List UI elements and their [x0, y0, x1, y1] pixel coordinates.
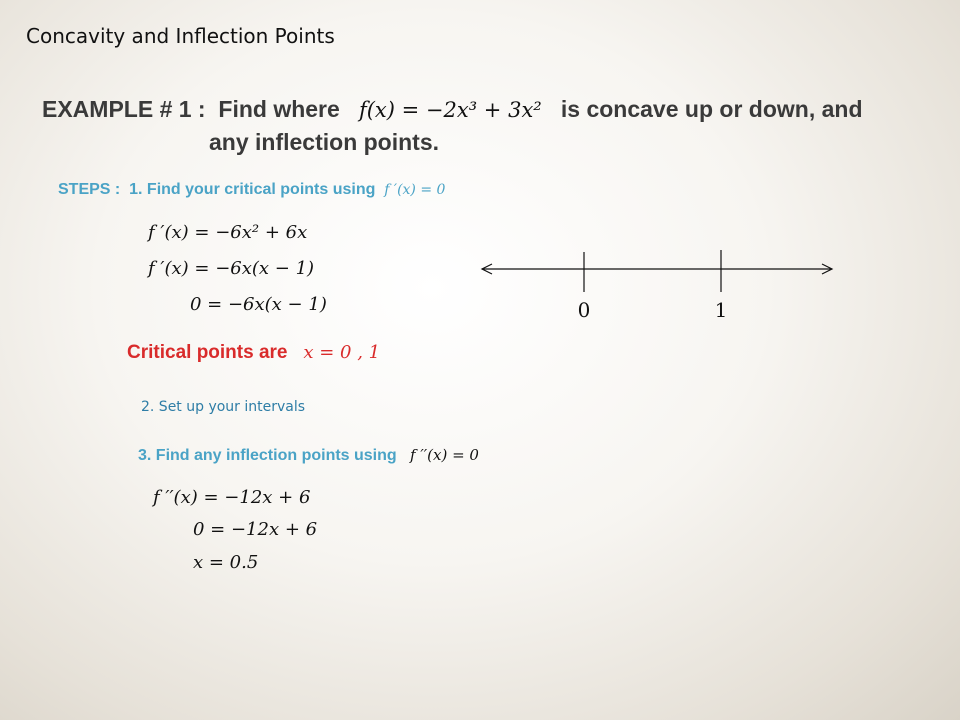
number-line	[470, 240, 850, 330]
critical-values: x = 0 , 1	[303, 342, 381, 363]
step3-equation: x = 0.5	[193, 552, 259, 573]
step1-equation: f ′(x) = −6x(x − 1)	[148, 258, 315, 279]
critical-points-line	[127, 342, 380, 364]
step1-equation: f ′(x) = −6x² + 6x	[148, 222, 308, 243]
step3-condition: f ′′(x) = 0	[410, 446, 479, 464]
example-prompt-start: Find where	[218, 96, 340, 122]
step3-text: 3. Find any inflection points using	[138, 447, 397, 464]
steps-heading: STEPS :	[58, 181, 121, 198]
tick-label-1: 1	[714, 298, 728, 322]
critical-label: Critical points are	[127, 342, 288, 363]
step2-text: 2. Set up your intervals	[141, 399, 306, 415]
step3-line	[138, 446, 479, 465]
slide-title: Concavity and Inflection Points	[26, 24, 335, 48]
example-statement	[42, 93, 922, 158]
example-prompt-line2: any inflection points.	[209, 129, 440, 155]
example-label: EXAMPLE # 1 :	[42, 96, 206, 122]
step1-equation: 0 = −6x(x − 1)	[190, 294, 327, 315]
function-expression: f(x) = −2x³ + 3x²	[358, 98, 542, 122]
example-prompt-end: is concave up or down, and	[560, 96, 863, 122]
tick-label-0: 0	[577, 298, 591, 322]
step1-condition: f ′(x) = 0	[384, 182, 446, 198]
step3-equation: f ′′(x) = −12x + 6	[153, 487, 311, 508]
steps-heading-line	[58, 181, 445, 199]
step3-equation: 0 = −12x + 6	[193, 519, 318, 540]
step1-text: 1. Find your critical points using	[129, 181, 376, 198]
